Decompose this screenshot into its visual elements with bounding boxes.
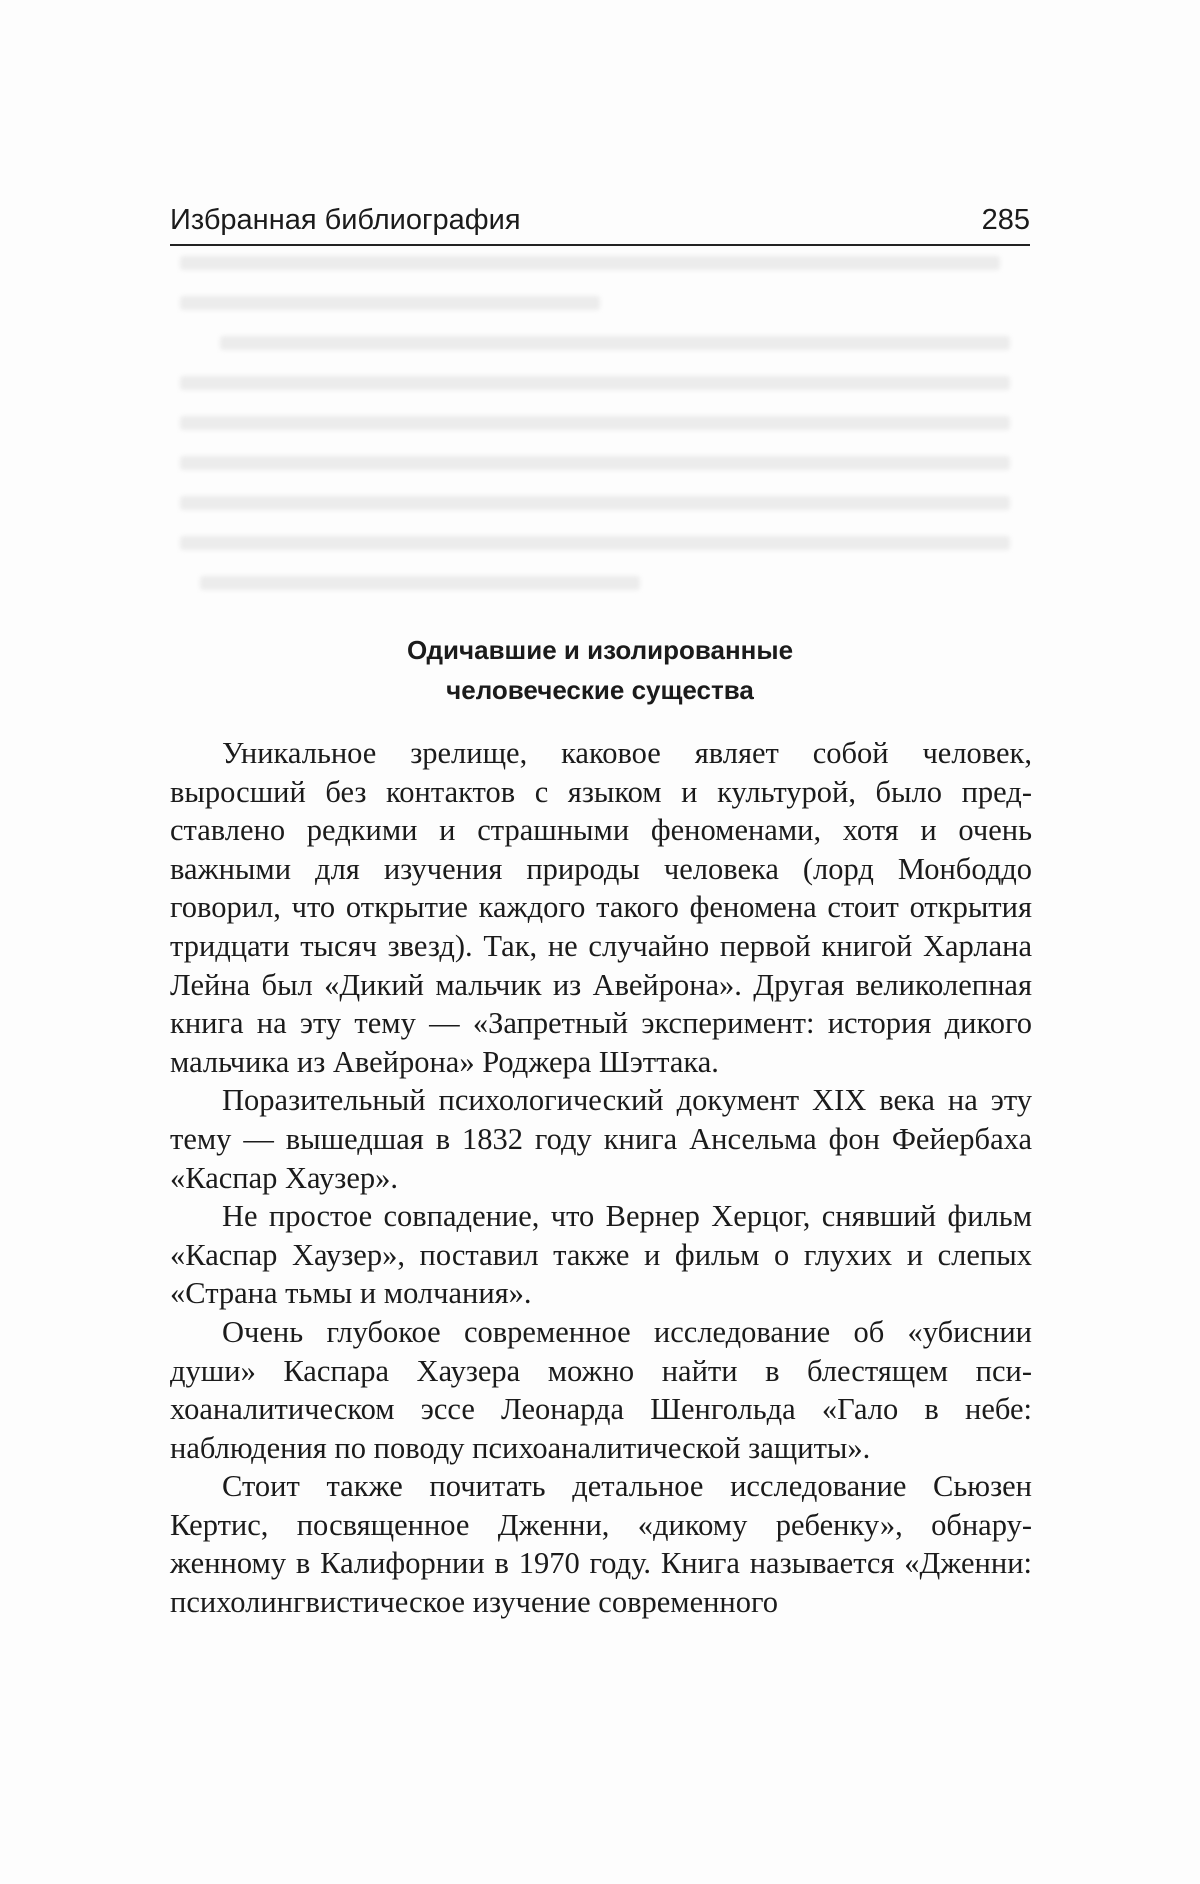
paragraph: Стоит также почитать детальное исследование Сьюзен Кертис, посвященное Дженни, «дикому ребенку», обнаруженному в Калифорнии в 1970 году. Книга называется «Дженни: психолингвистическое изучение современного (170, 1469, 1032, 1620)
running-header (170, 200, 1030, 246)
section-heading (170, 630, 1030, 710)
running-header-title: Избранная библиография (170, 204, 521, 236)
paragraph: Поразительный психологический документ XIX века на эту тему — вышедшая в 1832 году книга Ансельма фон Фейербаха «Каспар Хаузер». (170, 1083, 1032, 1195)
section-heading-line-2: человеческие существа (446, 675, 754, 705)
paragraph: Не простое совпадение, что Вернер Херцог, снявший фильм «Каспар Хаузер», поставил также и фильм о глухих и слепых «Страна тьмы и молчания». (170, 1199, 1032, 1311)
page-number: 285 (981, 204, 1030, 236)
paragraph: Очень глубокое современное исследование об «убиснии души» Каспара Хаузера можно найти в блестящем психоаналитическом эссе Леонарда Шенгольда «Гало в небе: наблюдения по поводу психоаналитической защиты». (170, 1314, 1032, 1465)
show-through-from-reverse-page (180, 256, 1030, 596)
body-text (170, 734, 1032, 1622)
section-heading-line-1: Одичавшие и изолированные (406, 635, 794, 665)
paragraph: Уникальное зрелище, каковое являет собой человек, выросший без контактов с языком и культурой, было представлено редкими и страшными феноменами, хотя и очень важными для изучения природы человека (лорд Монбоддо говорил, что открытие каждого такого феномена стоит открытия тридцати тысяч звезд). Так, не случайно первой книгой Харлана Лейна был «Дикий мальчик из Авейрона». Другая великолепная книга на эту тему — «Запретный эксперимент: история дикого мальчика из Авейрона» Роджера Шэттака. (170, 736, 1032, 1079)
